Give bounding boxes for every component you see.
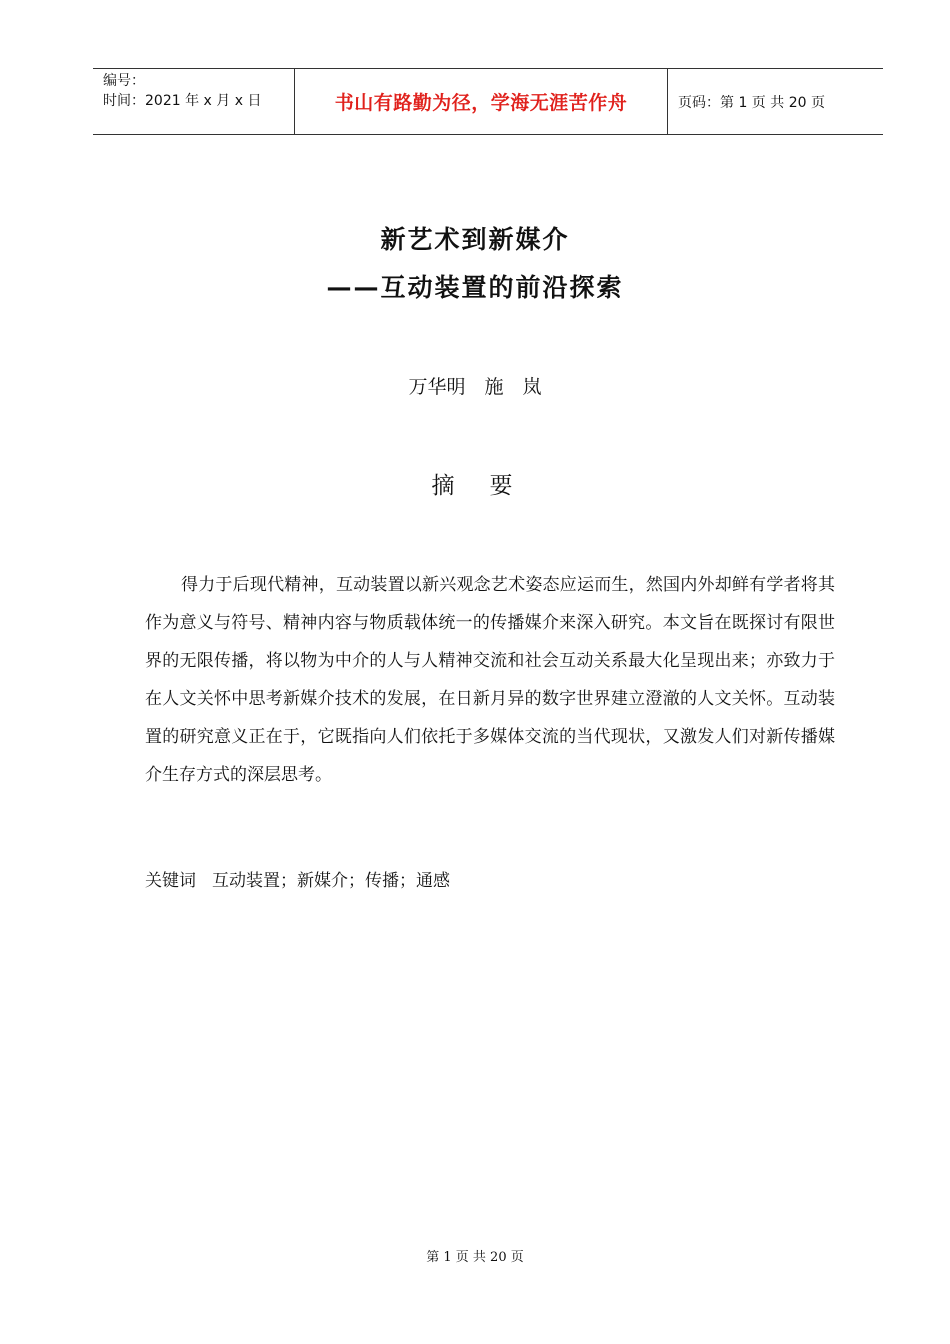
number-label: 编号： [103,73,145,89]
abstract-heading: 摘 要 [431,473,519,499]
header-meta [93,69,295,134]
authors: 万华明 施 岚 [408,376,542,398]
document-header [93,68,883,135]
header-page-info: 页码：第 1 页 共 20 页 [678,94,825,111]
page-footer: 第 1 页 共 20 页 [426,1250,524,1265]
keywords [145,866,450,891]
time-label: 时间：2021 年 x 月 x 日 [103,93,262,109]
abstract-body: 得力于后现代精神，互动装置以新兴观念艺术姿态应运而生，然国内外却鲜有学者将其作为意义与符号、精神内容与物质载体统一的传播媒介来深入研究。本文旨在既探讨有限世界的无限传播，将以物为中介的人与人精神交流和社会互动关系最大化呈现出来；亦致力于在人文关怀中思考新媒介技术的发展，在日新月异的数字世界建立澄澈的人文关怀。互动装置的研究意义正在于，它既指向人们依托于多媒体交流的当代现状，又激发人们对新传播媒介生存方式的深层思考。 [145,575,835,785]
keywords-label: 关键词 [145,871,196,891]
document-title: 新艺术到新媒介 [380,225,570,254]
document-subtitle: ——互动装置的前沿探索 [326,273,624,302]
keywords-value: 互动装置；新媒介；传播；通感 [212,871,450,891]
header-motto: 书山有路勤为径，学海无涯苦作舟 [334,92,628,114]
header-motto-cell [295,69,668,134]
